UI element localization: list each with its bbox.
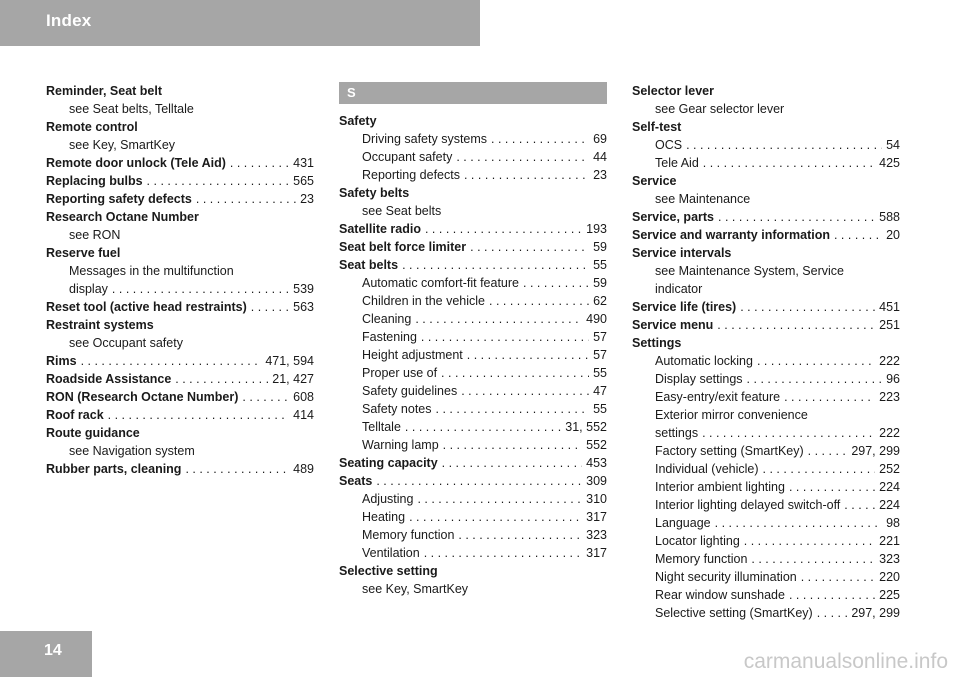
index-entry <box>46 172 314 190</box>
dot-leader <box>421 328 589 346</box>
index-entry <box>46 118 314 136</box>
index-entry <box>339 454 607 472</box>
index-entry <box>632 82 900 100</box>
page-reference: 62 <box>593 294 607 308</box>
index-subentry <box>339 148 607 166</box>
dot-leader <box>747 370 883 388</box>
index-subentry <box>632 604 900 622</box>
dot-leader <box>751 550 875 568</box>
entry-text: Individual (vehicle) <box>655 462 759 476</box>
entry-text: Fastening <box>362 330 417 344</box>
entry-text: settings <box>655 426 699 440</box>
entry-text: see Occupant safety <box>69 336 183 350</box>
entry-text: see Maintenance <box>655 192 751 206</box>
index-subentry <box>632 136 900 154</box>
entry-text: Night security illumination <box>655 570 797 584</box>
entry-text: Selective setting <box>339 564 438 578</box>
index-entry <box>632 172 900 190</box>
entry-text: Rear window sunshade <box>655 588 785 602</box>
dot-leader <box>718 208 875 226</box>
entry-text: Reserve fuel <box>46 246 121 260</box>
index-subentry <box>632 550 900 568</box>
entry-text: Rims <box>46 354 77 368</box>
page-reference: 252 <box>879 462 900 476</box>
dot-leader <box>376 472 582 490</box>
dot-leader <box>808 442 848 460</box>
entry-text: indicator <box>655 282 703 296</box>
page-reference: 193 <box>586 222 607 236</box>
dot-leader <box>717 316 875 334</box>
index-subentry <box>339 526 607 544</box>
entry-text: Self-test <box>632 120 682 134</box>
dot-leader <box>470 238 589 256</box>
entry-text: Remote control <box>46 120 138 134</box>
entry-text: Selective setting (SmartKey) <box>655 606 813 620</box>
index-subentry <box>632 388 900 406</box>
index-subentry <box>632 532 900 550</box>
dot-leader <box>784 388 875 406</box>
index-entry <box>632 226 900 244</box>
index-entry <box>632 298 900 316</box>
entry-text: Adjusting <box>362 492 414 506</box>
dot-leader <box>175 370 268 388</box>
page-reference: 96 <box>886 372 900 386</box>
page-reference: 224 <box>879 498 900 512</box>
entry-text: display <box>69 282 108 296</box>
page-reference: 69 <box>593 132 607 146</box>
index-subentry <box>46 334 314 352</box>
entry-text: Reporting safety defects <box>46 192 192 206</box>
page-reference: 588 <box>879 210 900 224</box>
index-subentry <box>632 154 900 172</box>
page-reference: 323 <box>879 552 900 566</box>
entry-text: Messages in the multifunction <box>69 264 234 278</box>
index-subentry <box>339 310 607 328</box>
index-entry <box>46 424 314 442</box>
page-reference: 431 <box>293 156 314 170</box>
page-reference: 20 <box>886 228 900 242</box>
dot-leader <box>417 490 582 508</box>
index-entry <box>632 244 900 262</box>
entry-text: Memory function <box>655 552 748 566</box>
page-reference: 224 <box>879 480 900 494</box>
entry-text: Reset tool (active head restraints) <box>46 300 247 314</box>
index-entry <box>339 112 607 130</box>
dot-leader <box>424 544 582 562</box>
index-subentry <box>632 568 900 586</box>
index-subentry <box>632 460 900 478</box>
entry-text: Service menu <box>632 318 714 332</box>
page-reference: 309 <box>586 474 607 488</box>
page-number-box <box>0 631 92 677</box>
entry-text: Replacing bulbs <box>46 174 143 188</box>
dot-leader <box>464 166 589 184</box>
dot-leader <box>402 256 589 274</box>
dot-leader <box>409 508 582 526</box>
entry-text: see Key, SmartKey <box>362 582 469 596</box>
index-entry <box>339 562 607 580</box>
dot-leader <box>702 424 875 442</box>
dot-leader <box>185 460 289 478</box>
index-subentry <box>632 514 900 532</box>
dot-leader <box>523 274 589 292</box>
index-column-2 <box>339 82 607 598</box>
index-entry <box>46 352 314 370</box>
index-entry <box>46 82 314 100</box>
index-subentry <box>339 490 607 508</box>
page-title: Index <box>46 11 92 30</box>
entry-text: Service intervals <box>632 246 732 260</box>
page-reference: 31, 552 <box>565 420 607 434</box>
page-reference: 471, 594 <box>265 354 314 368</box>
entry-text: Easy-entry/exit feature <box>655 390 781 404</box>
page-reference: 251 <box>879 318 900 332</box>
entry-text: Seats <box>339 474 373 488</box>
dot-leader <box>442 454 582 472</box>
dot-leader <box>425 220 582 238</box>
index-entry <box>632 118 900 136</box>
dot-leader <box>251 298 289 316</box>
entry-text: Automatic locking <box>655 354 753 368</box>
page-reference: 425 <box>879 156 900 170</box>
entry-text: Language <box>655 516 711 530</box>
page-reference: 310 <box>586 492 607 506</box>
entry-text: see Gear selector lever <box>655 102 785 116</box>
entry-text: Service <box>632 174 677 188</box>
index-subentry <box>339 328 607 346</box>
dot-leader <box>491 130 589 148</box>
page-reference: 55 <box>593 258 607 272</box>
dot-leader <box>789 478 875 496</box>
page-reference: 44 <box>593 150 607 164</box>
page-reference: 489 <box>293 462 314 476</box>
index-entry <box>46 406 314 424</box>
index-subentry <box>339 274 607 292</box>
page-reference: 563 <box>293 300 314 314</box>
page-reference: 57 <box>593 348 607 362</box>
page-reference: 453 <box>586 456 607 470</box>
dot-leader <box>740 298 875 316</box>
page-reference: 414 <box>293 408 314 422</box>
dot-leader <box>461 382 589 400</box>
page-reference: 55 <box>593 402 607 416</box>
index-entry <box>339 220 607 238</box>
entry-text: Memory function <box>362 528 455 542</box>
index-subentry <box>46 136 314 154</box>
page-reference: 23 <box>300 192 314 206</box>
section-letter: S <box>347 85 356 100</box>
index-subentry <box>339 436 607 454</box>
dot-leader <box>817 604 848 622</box>
entry-text: see Seat belts, Telltale <box>69 102 194 116</box>
index-subentry <box>46 100 314 118</box>
index-entry <box>632 208 900 226</box>
index-subentry <box>339 580 607 598</box>
index-subentry <box>632 442 900 460</box>
entry-text: Safety <box>339 114 377 128</box>
dot-leader <box>436 400 590 418</box>
dot-leader <box>744 532 875 550</box>
index-subentry <box>632 100 900 118</box>
entry-text: Seat belt force limiter <box>339 240 467 254</box>
index-column-2-entries <box>339 112 607 598</box>
index-subentry <box>632 370 900 388</box>
index-subentry <box>632 478 900 496</box>
dot-leader <box>441 364 589 382</box>
index-subentry <box>632 190 900 208</box>
index-entry <box>46 244 314 262</box>
index-subentry <box>632 496 900 514</box>
index-entry <box>46 298 314 316</box>
dot-leader <box>763 460 876 478</box>
entry-text: Research Octane Number <box>46 210 199 224</box>
entry-text: Selector lever <box>632 84 714 98</box>
entry-text: Safety guidelines <box>362 384 458 398</box>
entry-text: Service and warranty information <box>632 228 830 242</box>
index-entry <box>339 184 607 202</box>
page-reference: 539 <box>293 282 314 296</box>
index-subentry <box>632 262 900 280</box>
index-entry <box>339 238 607 256</box>
page-reference: 98 <box>886 516 900 530</box>
index-subentry <box>339 364 607 382</box>
index-entry <box>46 208 314 226</box>
index-subentry <box>46 262 314 280</box>
page-reference: 317 <box>586 546 607 560</box>
dot-leader <box>415 310 582 328</box>
page-reference: 297, 299 <box>851 444 900 458</box>
index-entry <box>632 334 900 352</box>
entry-text: Service, parts <box>632 210 714 224</box>
page-reference: 23 <box>593 168 607 182</box>
index-subentry <box>632 424 900 442</box>
index-entry <box>46 154 314 172</box>
entry-text: Safety belts <box>339 186 410 200</box>
entry-text: Route guidance <box>46 426 140 440</box>
page-number: 14 <box>44 642 62 659</box>
page-reference: 223 <box>879 390 900 404</box>
entry-text: Driving safety systems <box>362 132 488 146</box>
index-subentry <box>339 346 607 364</box>
entry-text: Interior lighting delayed switch-off <box>655 498 841 512</box>
index-subentry <box>339 400 607 418</box>
index-subentry <box>339 202 607 220</box>
page-reference: 55 <box>593 366 607 380</box>
page-reference: 552 <box>586 438 607 452</box>
dot-leader <box>112 280 289 298</box>
index-subentry <box>339 292 607 310</box>
entry-text: Factory setting (SmartKey) <box>655 444 804 458</box>
index-subentry <box>339 166 607 184</box>
page-reference: 225 <box>879 588 900 602</box>
index-subentry <box>339 418 607 436</box>
entry-text: Seat belts <box>339 258 399 272</box>
page-reference: 54 <box>886 138 900 152</box>
dot-leader <box>147 172 290 190</box>
index-entry <box>46 370 314 388</box>
dot-leader <box>801 568 875 586</box>
entry-text: Service life (tires) <box>632 300 737 314</box>
page-reference: 323 <box>586 528 607 542</box>
entry-text: see Seat belts <box>362 204 442 218</box>
entry-text: Children in the vehicle <box>362 294 485 308</box>
entry-text: Interior ambient lighting <box>655 480 785 494</box>
dot-leader <box>467 346 589 364</box>
entry-text: Exterior mirror convenience <box>655 408 808 422</box>
dot-leader <box>489 292 589 310</box>
entry-text: Satellite radio <box>339 222 421 236</box>
page-reference: 565 <box>293 174 314 188</box>
entry-text: Locator lighting <box>655 534 740 548</box>
page-reference: 57 <box>593 330 607 344</box>
entry-text: see Navigation system <box>69 444 195 458</box>
dot-leader <box>456 148 589 166</box>
entry-text: Ventilation <box>362 546 420 560</box>
dot-leader <box>834 226 882 244</box>
entry-text: Remote door unlock (Tele Aid) <box>46 156 226 170</box>
entry-text: Rubber parts, cleaning <box>46 462 182 476</box>
dot-leader <box>844 496 875 514</box>
entry-text: Safety notes <box>362 402 432 416</box>
entry-text: Reminder, Seat belt <box>46 84 163 98</box>
dot-leader <box>242 388 289 406</box>
page-reference: 317 <box>586 510 607 524</box>
index-subentry <box>632 280 900 298</box>
entry-text: Automatic comfort-fit feature <box>362 276 520 290</box>
entry-text: Settings <box>632 336 682 350</box>
index-subentry <box>339 382 607 400</box>
index-subentry <box>46 442 314 460</box>
entry-text: Heating <box>362 510 406 524</box>
page-reference: 220 <box>879 570 900 584</box>
entry-text: Restraint systems <box>46 318 154 332</box>
entry-text: RON (Research Octane Number) <box>46 390 239 404</box>
index-entry <box>46 316 314 334</box>
index-entry <box>339 256 607 274</box>
index-entry <box>46 388 314 406</box>
dot-leader <box>757 352 875 370</box>
entry-text: see Maintenance System, Service <box>655 264 844 278</box>
index-entry <box>632 316 900 334</box>
index-subentry <box>632 586 900 604</box>
dot-leader <box>196 190 296 208</box>
entry-text: Roadside Assistance <box>46 372 172 386</box>
entry-text: see Key, SmartKey <box>69 138 176 152</box>
dot-leader <box>81 352 262 370</box>
index-entry <box>46 190 314 208</box>
entry-text: Telltale <box>362 420 401 434</box>
page-reference: 490 <box>586 312 607 326</box>
watermark: carmanualsonline.info <box>743 650 948 673</box>
entry-text: Height adjustment <box>362 348 463 362</box>
page-reference: 297, 299 <box>851 606 900 620</box>
dot-leader <box>789 586 875 604</box>
dot-leader <box>458 526 582 544</box>
entry-text: Proper use of <box>362 366 438 380</box>
page-reference: 59 <box>593 276 607 290</box>
entry-text: see RON <box>69 228 121 242</box>
page-reference: 222 <box>879 354 900 368</box>
dot-leader <box>405 418 561 436</box>
index-subentry <box>632 406 900 424</box>
index-entry <box>339 472 607 490</box>
index-subentry <box>46 226 314 244</box>
entry-text: Occupant safety <box>362 150 453 164</box>
index-column-3 <box>632 82 900 622</box>
entry-text: Reporting defects <box>362 168 460 182</box>
section-header-s <box>339 82 607 104</box>
entry-text: OCS <box>655 138 683 152</box>
entry-text: Seating capacity <box>339 456 438 470</box>
entry-text: Warning lamp <box>362 438 439 452</box>
dot-leader <box>443 436 582 454</box>
page-reference: 221 <box>879 534 900 548</box>
entry-text: Roof rack <box>46 408 104 422</box>
page-reference: 47 <box>593 384 607 398</box>
index-subentry <box>46 280 314 298</box>
entry-text: Display settings <box>655 372 743 386</box>
page-reference: 21, 427 <box>272 372 314 386</box>
index-entry <box>46 460 314 478</box>
page-reference: 59 <box>593 240 607 254</box>
page-reference: 451 <box>879 300 900 314</box>
dot-leader <box>715 514 882 532</box>
index-subentry <box>339 130 607 148</box>
page-reference: 222 <box>879 426 900 440</box>
index-column-1 <box>46 82 314 478</box>
page-reference: 608 <box>293 390 314 404</box>
index-subentry <box>632 352 900 370</box>
header-tab <box>0 0 480 46</box>
entry-text: Cleaning <box>362 312 412 326</box>
dot-leader <box>703 154 875 172</box>
entry-text: Tele Aid <box>655 156 699 170</box>
index-subentry <box>339 544 607 562</box>
dot-leader <box>108 406 289 424</box>
dot-leader <box>230 154 289 172</box>
index-subentry <box>339 508 607 526</box>
dot-leader <box>686 136 882 154</box>
